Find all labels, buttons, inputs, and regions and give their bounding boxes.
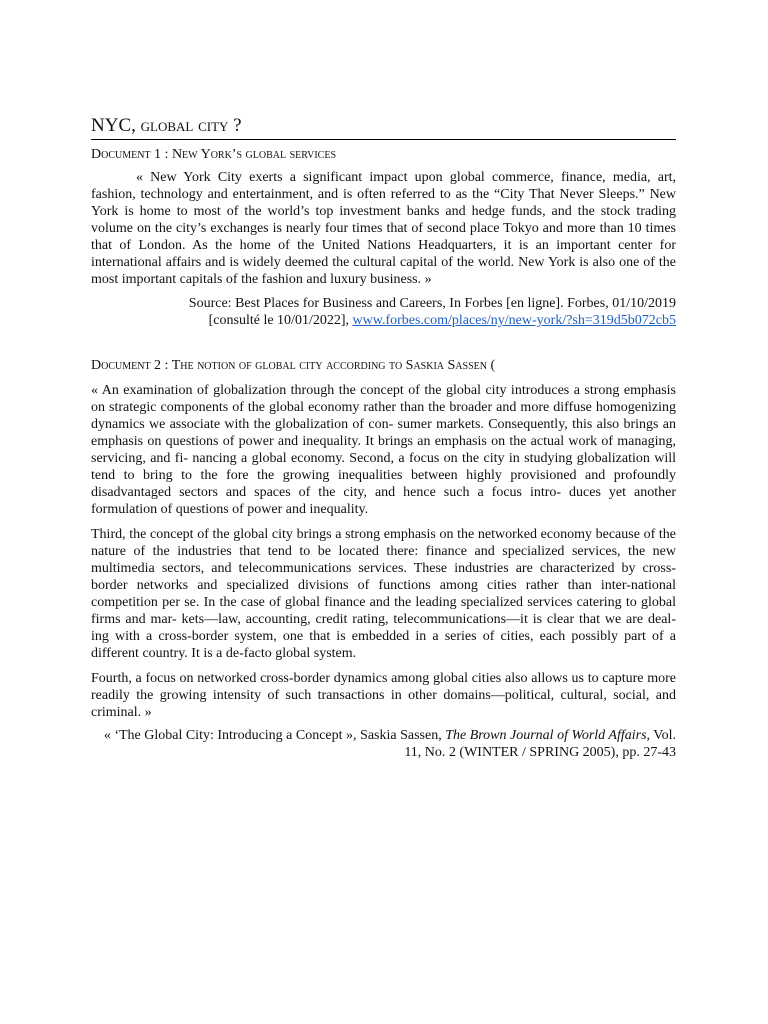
document-2-paragraph-1: « An examination of globalization through the concept of the global city introduces a strong emphasis on strategic components of the global economy rather than the broader and more diffuse homogenizing dynamics we associate with the globalization of con- sumer markets. Consequently, this also brings an emphasis on questions of power and inequality. It brings an emphasis on the actual work of managing, servicing, and fi- nancing a global economy. Second, a focus on the city in studying globalization will tend to bring to the fore the growing inequalities between highly provisioned and profoundly disadvantaged sectors and spaces of the city, and hence such a focus intro- duces yet another formulation of questions of power and inequality. xyxy=(91,383,676,517)
document-2 xyxy=(91,357,676,761)
source-citation: Source: Best Places for Business and Careers, In Forbes [en ligne]. Forbes, 01/10/2019 xyxy=(188,296,676,311)
document-2-paragraph-3: Fourth, a focus on networked cross-border dynamics among global cities also allows us to capture more readily the growing intensity of such transactions in other domains—political, cultural, social, and criminal. » xyxy=(91,671,676,720)
document-page xyxy=(91,114,676,761)
citation-journal: The Brown Journal of World Affairs xyxy=(445,728,647,743)
document-1-quote: « New York City exerts a significant impact upon global commerce, finance, media, art, fashion, technology and entertainment, and is often referred to as the “City That Never Sleeps.” New York is home to most of the world’s top investment banks and hedge funds, and the stock trading volume on the city’s exchanges is nearly four times that of second place Tokyo and more than 10 times that of London. As the home of the United Nations Headquarters, it is an important center for international affairs and is widely deemed the cultural capital of the world. New York is also one of the most important capitals of the fashion and luxury business. » xyxy=(91,170,676,287)
page-title: NYC, global city ? xyxy=(91,114,676,140)
citation-suffix: , Vol. 11, No. 2 (WINTER / SPRING 2005), pp. 27-43 xyxy=(404,728,676,760)
document-1-heading: Document 1 : New York’s global services xyxy=(91,147,337,162)
document-1-source xyxy=(91,295,676,329)
document-2-citation xyxy=(91,727,676,761)
document-2-paragraph-2: Third, the concept of the global city brings a strong emphasis on the networked economy because of the nature of the industries that tend to be located there: finance and specialized services, the new multimedia sectors, and telecommunications services. These industries are characterized by cross-border networks and specialized divisions of functions among cities rather than inter-national competition per se. In the case of global finance and the leading specialized services catering to global firms and mar- kets—law, accounting, credit rating, telecommunications—it is clear that we are deal- ing with a cross-border system, one that is embedded in a series of cities, each possibly part of a different country. It is a de-facto global system. xyxy=(91,527,676,661)
document-2-heading: Document 2 : The notion of global city according to Saskia Sassen ( xyxy=(91,358,496,373)
citation-prefix: « ‘The Global City: Introducing a Concept », Saskia Sassen, xyxy=(103,728,446,743)
document-1 xyxy=(91,146,676,329)
source-link[interactable]: www.forbes.com/places/ny/new-york/?sh=319d5b072cb5 xyxy=(352,313,676,328)
source-consulted-date: [consulté le 10/01/2022], xyxy=(208,313,353,328)
